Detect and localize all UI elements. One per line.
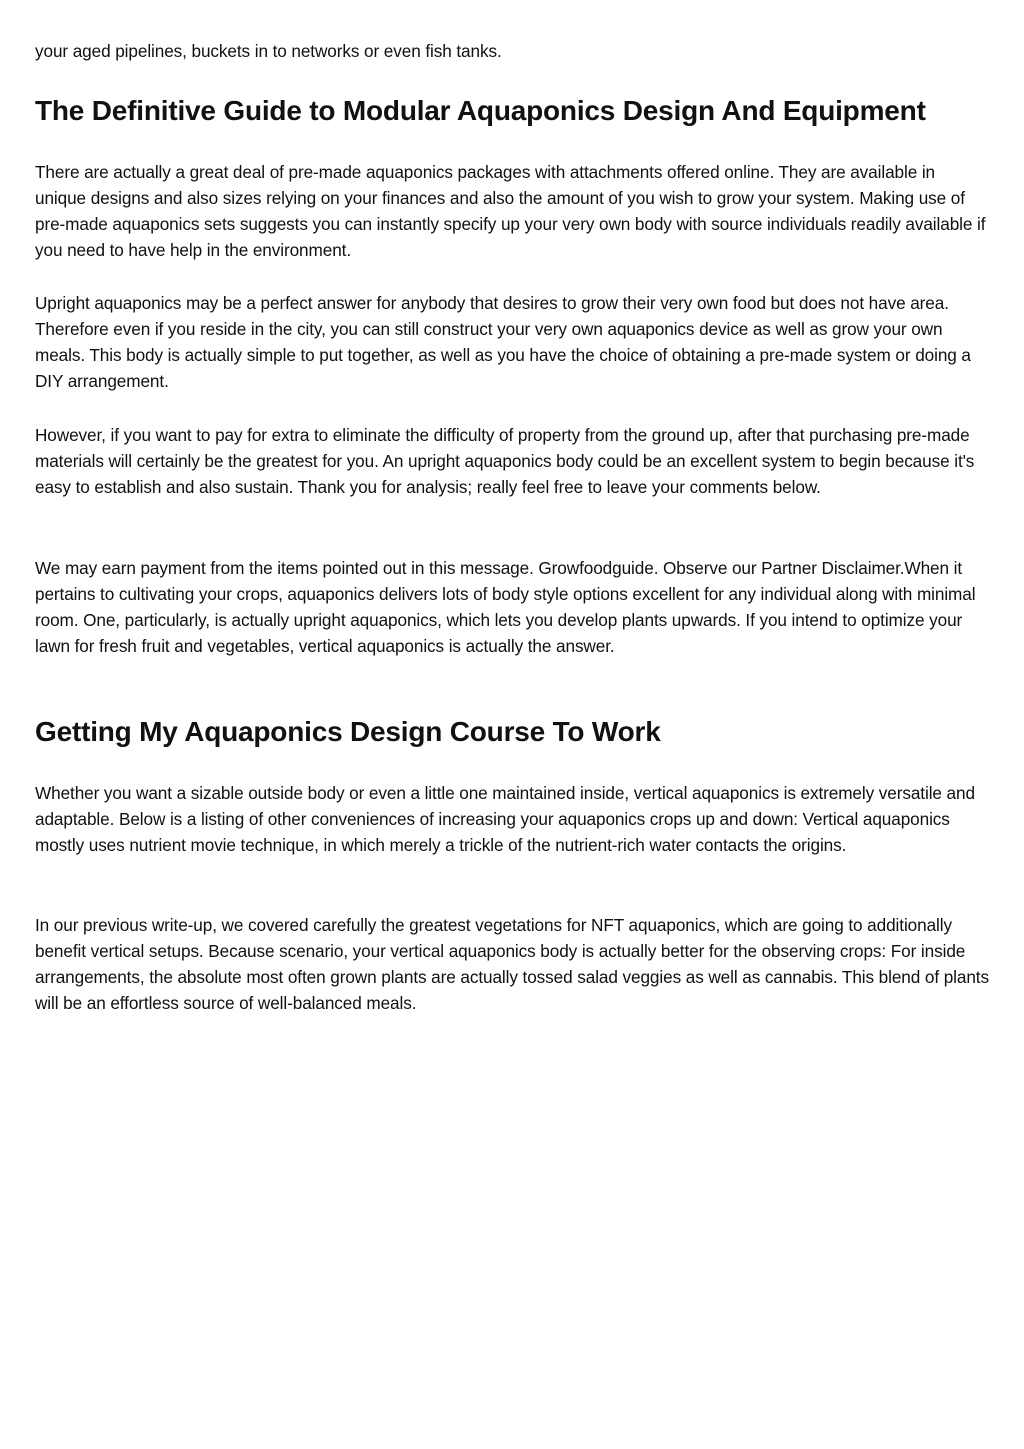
intro-paragraph: your aged pipelines, buckets in to networks or even fish tanks. xyxy=(35,41,502,61)
paragraph-upright-aquaponics: Upright aquaponics may be a perfect answer for anybody that desires to grow their very own food but does not have area. Therefore even if you reside in the city, you can still construct your very own aquaponics device as well as grow your own meals. This body is actually simple to put together, as well as you have the choice of obtaining a pre-made system or doing a DIY arrangement. xyxy=(35,293,971,391)
paragraph-premade-packages: There are actually a great deal of pre-made aquaponics packages with attachments offered online. They are available in unique designs and also sizes relying on your finances and also the amount of you wish to grow your system. Making use of pre-made aquaponics sets suggests you can instantly specify up your very own body with source individuals readily available if you need to have help in the environment. xyxy=(35,162,986,260)
section-heading-definitive-guide: The Definitive Guide to Modular Aquaponics Design And Equipment xyxy=(35,95,926,126)
paragraph-partner-disclaimer: We may earn payment from the items pointed out in this message. Growfoodguide. Observe our Partner Disclaimer.When it pertains to cultivating your crops, aquaponics delivers lots of body style options excellent for any individual along with minimal room. One, particularly, is actually upright aquaponics, which lets you develop plants upwards. If you intend to optimize your lawn for fresh fruit and vegetables, vertical aquaponics is actually the answer. xyxy=(35,558,976,656)
section-heading-design-course: Getting My Aquaponics Design Course To Work xyxy=(35,716,661,747)
paragraph-versatile-adaptable: Whether you want a sizable outside body or even a little one maintained inside, vertical aquaponics is extremely versatile and adaptable. Below is a listing of other conveniences of increasing your aquaponics crops up and down: Vertical aquaponics mostly uses nutrient movie technique, in which merely a trickle of the nutrient-rich water contacts the origins. xyxy=(35,783,975,855)
paragraph-nft-vegetations: In our previous write-up, we covered carefully the greatest vegetations for NFT aquaponics, which are going to additionally benefit vertical setups. Because scenario, your vertical aquaponics body is actually better for the observing crops: For inside arrangements, the absolute most often grown plants are actually tossed salad veggies as well as cannabis. This blend of plants will be an effortless source of well-balanced meals. xyxy=(35,915,989,1013)
paragraph-premade-materials: However, if you want to pay for extra to eliminate the difficulty of property from the ground up, after that purchasing pre-made materials will certainly be the greatest for you. An upright aquaponics body could be an excellent system to begin because it's easy to establish and also sustain. Thank you for analysis; really feel free to leave your comments below. xyxy=(35,425,975,497)
